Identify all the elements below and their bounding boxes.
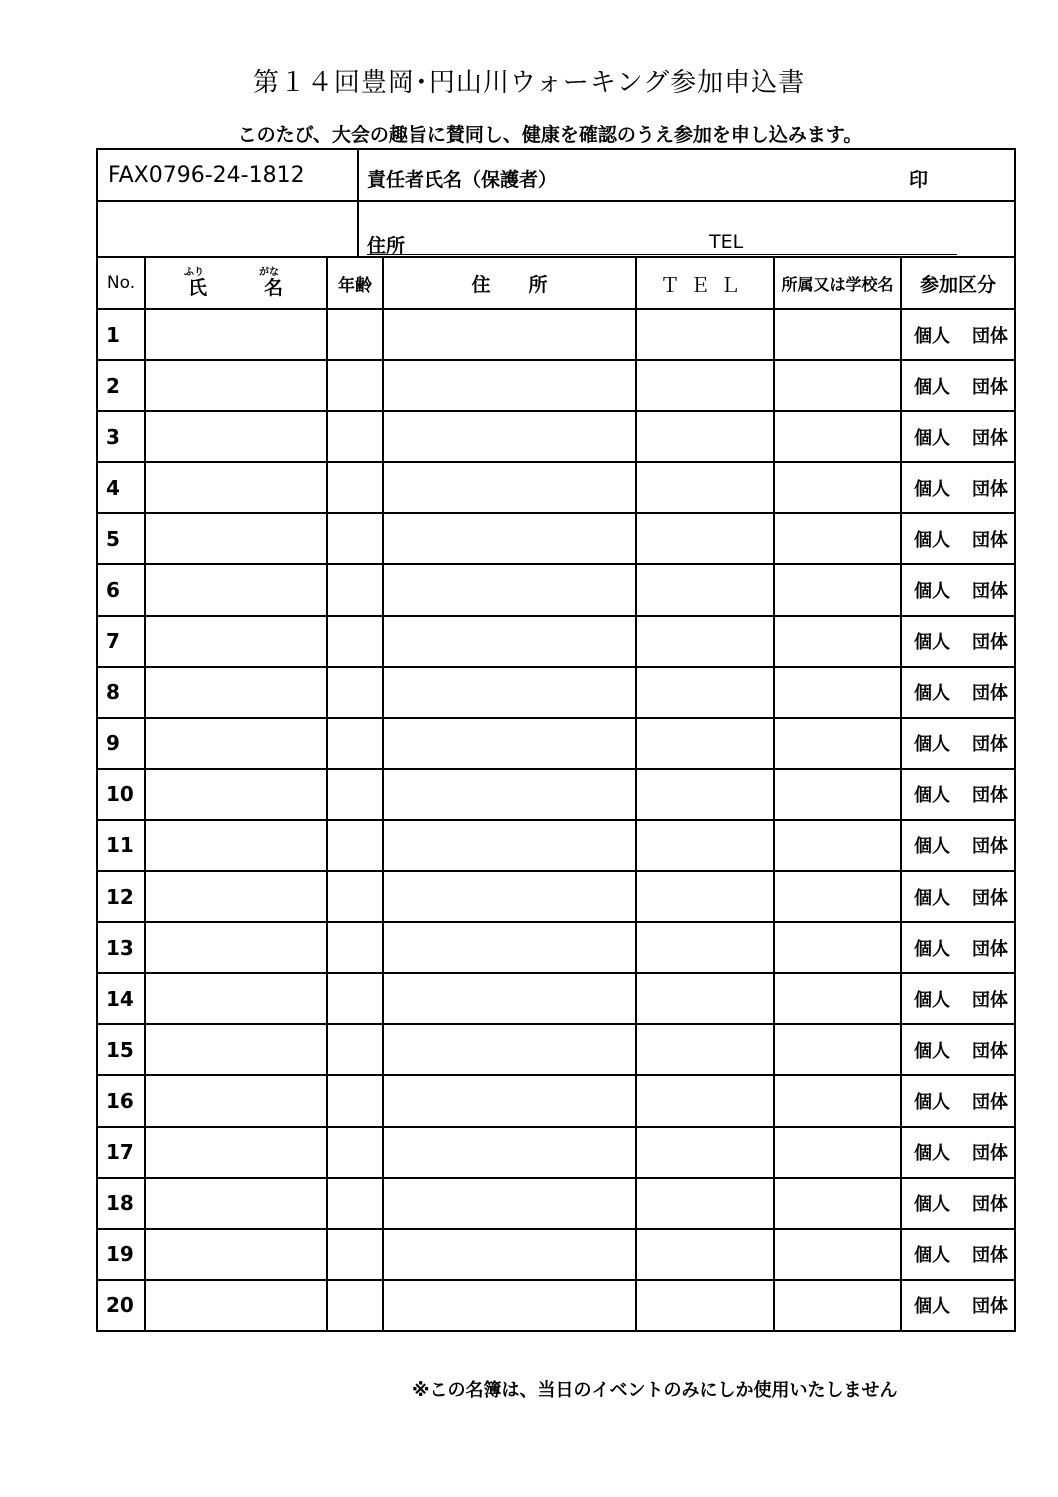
category-cell — [901, 1178, 1015, 1229]
seal-mark: 印 — [909, 169, 929, 191]
category-individual-option[interactable]: 個人 — [914, 734, 951, 756]
tel-cell[interactable] — [636, 1280, 774, 1331]
row-number: 15 — [97, 1024, 145, 1075]
column-header-row — [97, 257, 1015, 309]
name-cell[interactable] — [145, 1024, 327, 1075]
name-cell[interactable] — [145, 667, 327, 718]
tel-cell[interactable] — [636, 1024, 774, 1075]
row-number: 12 — [97, 871, 145, 922]
category-individual-option[interactable]: 個人 — [914, 1143, 951, 1165]
tel-cell[interactable] — [636, 309, 774, 360]
category-cell — [901, 564, 1015, 615]
name-cell[interactable] — [145, 769, 327, 820]
address-cell[interactable] — [383, 1229, 636, 1280]
participant-row — [97, 616, 1015, 667]
address-cell[interactable] — [383, 309, 636, 360]
name-cell[interactable] — [145, 1280, 327, 1331]
application-form — [96, 148, 1016, 1332]
affiliation-cell[interactable] — [774, 1280, 901, 1331]
address-cell[interactable] — [383, 1024, 636, 1075]
address-cell[interactable] — [383, 973, 636, 1024]
category-cell — [901, 1075, 1015, 1126]
row-number: 5 — [97, 513, 145, 564]
category-cell — [901, 513, 1015, 564]
category-group-option[interactable]: 団体 — [972, 325, 1009, 347]
category-group-option[interactable]: 団体 — [972, 427, 1009, 449]
furigana-label-1: ふり — [184, 267, 204, 278]
category-individual-option[interactable]: 個人 — [914, 1296, 951, 1318]
category-group-option[interactable]: 団体 — [972, 478, 1009, 500]
row-number: 8 — [97, 667, 145, 718]
affiliation-cell[interactable] — [774, 667, 901, 718]
address-cell[interactable] — [383, 513, 636, 564]
address-underline — [367, 254, 957, 255]
category-group-option[interactable]: 団体 — [972, 734, 1009, 756]
row-number: 7 — [97, 616, 145, 667]
age-cell[interactable] — [327, 1229, 383, 1280]
affiliation-cell[interactable] — [774, 922, 901, 973]
affiliation-cell[interactable] — [774, 513, 901, 564]
address-cell[interactable] — [383, 411, 636, 462]
age-cell[interactable] — [327, 1280, 383, 1331]
participant-row — [97, 1280, 1015, 1331]
category-group-option[interactable]: 団体 — [972, 1091, 1009, 1113]
name-cell[interactable] — [145, 1178, 327, 1229]
age-cell[interactable] — [327, 1024, 383, 1075]
col-address: 住 所 — [383, 257, 636, 309]
category-individual-option[interactable]: 個人 — [914, 1194, 951, 1216]
fax-number: FAX0796-24-1812 — [97, 149, 358, 201]
participant-row — [97, 411, 1015, 462]
age-cell[interactable] — [327, 1178, 383, 1229]
category-cell — [901, 360, 1015, 411]
category-individual-option[interactable]: 個人 — [914, 887, 951, 909]
name-cell[interactable] — [145, 718, 327, 769]
category-cell — [901, 820, 1015, 871]
participant-row — [97, 820, 1015, 871]
category-group-option[interactable]: 団体 — [972, 989, 1009, 1011]
participant-row — [97, 1024, 1015, 1075]
name-cell[interactable] — [145, 564, 327, 615]
age-cell[interactable] — [327, 718, 383, 769]
category-group-option[interactable]: 団体 — [972, 938, 1009, 960]
category-cell — [901, 1127, 1015, 1178]
age-cell[interactable] — [327, 564, 383, 615]
category-group-option[interactable]: 団体 — [972, 887, 1009, 909]
category-individual-option[interactable]: 個人 — [914, 581, 951, 603]
name-cell[interactable] — [145, 820, 327, 871]
affiliation-cell[interactable] — [774, 718, 901, 769]
age-cell[interactable] — [327, 1075, 383, 1126]
row-number: 6 — [97, 564, 145, 615]
address-cell[interactable] — [383, 1178, 636, 1229]
tel-cell[interactable] — [636, 667, 774, 718]
category-individual-option[interactable]: 個人 — [914, 989, 951, 1011]
participant-row — [97, 769, 1015, 820]
col-no: No. — [97, 257, 145, 309]
category-group-option[interactable]: 団体 — [972, 785, 1009, 807]
participant-row — [97, 1075, 1015, 1126]
category-individual-option[interactable]: 個人 — [914, 938, 951, 960]
affiliation-cell[interactable] — [774, 1178, 901, 1229]
category-group-option[interactable]: 団体 — [972, 1143, 1009, 1165]
category-individual-option[interactable]: 個人 — [914, 836, 951, 858]
tel-cell[interactable] — [636, 973, 774, 1024]
row-number: 11 — [97, 820, 145, 871]
row-number: 16 — [97, 1075, 145, 1126]
address-cell[interactable] — [383, 1127, 636, 1178]
affiliation-cell[interactable] — [774, 616, 901, 667]
name-cell[interactable] — [145, 513, 327, 564]
age-cell[interactable] — [327, 667, 383, 718]
address-cell[interactable] — [383, 564, 636, 615]
col-name-part-1: 氏 — [188, 277, 208, 299]
participant-row — [97, 667, 1015, 718]
affiliation-cell[interactable] — [774, 360, 901, 411]
tel-cell[interactable] — [636, 922, 774, 973]
category-individual-option[interactable]: 個人 — [914, 427, 951, 449]
row-number: 19 — [97, 1229, 145, 1280]
tel-cell[interactable] — [636, 411, 774, 462]
affiliation-cell[interactable] — [774, 820, 901, 871]
age-cell[interactable] — [327, 462, 383, 513]
participant-row — [97, 871, 1015, 922]
affiliation-cell[interactable] — [774, 1127, 901, 1178]
address-cell[interactable] — [383, 667, 636, 718]
col-tel: ＴＥＬ — [636, 257, 774, 309]
age-cell[interactable] — [327, 922, 383, 973]
tel-cell[interactable] — [636, 820, 774, 871]
category-cell — [901, 922, 1015, 973]
category-individual-option[interactable]: 個人 — [914, 683, 951, 705]
category-group-option[interactable]: 団体 — [972, 376, 1009, 398]
guardian-address-field[interactable] — [358, 201, 1015, 257]
tel-cell[interactable] — [636, 462, 774, 513]
guardian-address-label: 住所 — [367, 235, 406, 257]
age-cell[interactable] — [327, 1127, 383, 1178]
category-cell — [901, 1229, 1015, 1280]
col-age: 年齢 — [327, 257, 383, 309]
category-individual-option[interactable]: 個人 — [914, 1040, 951, 1062]
participant-row — [97, 1178, 1015, 1229]
participant-row — [97, 718, 1015, 769]
age-cell[interactable] — [327, 513, 383, 564]
address-cell[interactable] — [383, 1075, 636, 1126]
privacy-note: ※この名簿は、当日のイベントのみにしか使用いたしません — [412, 1380, 898, 1401]
category-cell — [901, 667, 1015, 718]
tel-cell[interactable] — [636, 1075, 774, 1126]
category-individual-option[interactable]: 個人 — [914, 325, 951, 347]
category-cell — [901, 1024, 1015, 1075]
col-affiliation: 所属又は学校名 — [774, 257, 901, 309]
participant-row — [97, 1229, 1015, 1280]
category-individual-option[interactable]: 個人 — [914, 632, 951, 654]
tel-cell[interactable] — [636, 513, 774, 564]
category-cell — [901, 718, 1015, 769]
furigana-label-2: がな — [259, 267, 279, 278]
address-cell[interactable] — [383, 922, 636, 973]
page-subtitle: このたび、大会の趣旨に賛同し、健康を確認のうえ参加を申し込みます。 — [237, 124, 863, 146]
category-individual-option[interactable]: 個人 — [914, 785, 951, 807]
row-number: 9 — [97, 718, 145, 769]
age-cell[interactable] — [327, 616, 383, 667]
affiliation-cell[interactable] — [774, 769, 901, 820]
category-individual-option[interactable]: 個人 — [914, 478, 951, 500]
affiliation-cell[interactable] — [774, 564, 901, 615]
row-number: 4 — [97, 462, 145, 513]
affiliation-cell[interactable] — [774, 411, 901, 462]
row-number: 2 — [97, 360, 145, 411]
tel-cell[interactable] — [636, 1178, 774, 1229]
name-cell[interactable] — [145, 1229, 327, 1280]
affiliation-cell[interactable] — [774, 871, 901, 922]
age-cell[interactable] — [327, 871, 383, 922]
category-group-option[interactable]: 団体 — [972, 683, 1009, 705]
category-group-option[interactable]: 団体 — [972, 1296, 1009, 1318]
category-cell — [901, 973, 1015, 1024]
name-cell[interactable] — [145, 871, 327, 922]
affiliation-cell[interactable] — [774, 462, 901, 513]
category-cell — [901, 616, 1015, 667]
category-group-option[interactable]: 団体 — [972, 836, 1009, 858]
age-cell[interactable] — [327, 973, 383, 1024]
name-cell[interactable] — [145, 616, 327, 667]
row-number: 1 — [97, 309, 145, 360]
category-group-option[interactable]: 団体 — [972, 632, 1009, 654]
address-cell[interactable] — [383, 616, 636, 667]
participant-row — [97, 360, 1015, 411]
name-cell[interactable] — [145, 360, 327, 411]
responsible-person-field[interactable] — [358, 149, 1015, 201]
row-number: 13 — [97, 922, 145, 973]
name-cell[interactable] — [145, 462, 327, 513]
address-cell[interactable] — [383, 360, 636, 411]
row-number: 3 — [97, 411, 145, 462]
col-name — [145, 257, 327, 309]
age-cell[interactable] — [327, 309, 383, 360]
category-cell — [901, 871, 1015, 922]
tel-cell[interactable] — [636, 718, 774, 769]
name-cell[interactable] — [145, 411, 327, 462]
age-cell[interactable] — [327, 360, 383, 411]
category-individual-option[interactable]: 個人 — [914, 1091, 951, 1113]
row-number: 20 — [97, 1280, 145, 1331]
tel-cell[interactable] — [636, 564, 774, 615]
row-number: 17 — [97, 1127, 145, 1178]
category-individual-option[interactable]: 個人 — [914, 1245, 951, 1267]
row-number: 10 — [97, 769, 145, 820]
category-cell — [901, 462, 1015, 513]
col-category: 参加区分 — [901, 257, 1015, 309]
category-cell — [901, 769, 1015, 820]
age-cell[interactable] — [327, 411, 383, 462]
address-cell[interactable] — [383, 820, 636, 871]
tel-cell[interactable] — [636, 769, 774, 820]
name-cell[interactable] — [145, 1075, 327, 1126]
row-number: 14 — [97, 973, 145, 1024]
category-group-option[interactable]: 団体 — [972, 529, 1009, 551]
name-cell[interactable] — [145, 1127, 327, 1178]
category-group-option[interactable]: 団体 — [972, 1040, 1009, 1062]
age-cell[interactable] — [327, 769, 383, 820]
affiliation-cell[interactable] — [774, 1075, 901, 1126]
address-cell[interactable] — [383, 1280, 636, 1331]
guardian-tel-label: TEL — [709, 231, 744, 253]
affiliation-cell[interactable] — [774, 973, 901, 1024]
col-name-part-2: 名 — [264, 277, 284, 299]
category-group-option[interactable]: 団体 — [972, 1245, 1009, 1267]
category-group-option[interactable]: 団体 — [972, 581, 1009, 603]
category-group-option[interactable]: 団体 — [972, 1194, 1009, 1216]
participant-row — [97, 1127, 1015, 1178]
category-cell — [901, 309, 1015, 360]
name-cell[interactable] — [145, 922, 327, 973]
name-cell[interactable] — [145, 309, 327, 360]
address-cell[interactable] — [383, 769, 636, 820]
participant-row — [97, 462, 1015, 513]
category-individual-option[interactable]: 個人 — [914, 529, 951, 551]
age-cell[interactable] — [327, 820, 383, 871]
tel-cell[interactable] — [636, 616, 774, 667]
responsible-person-label: 責任者氏名（保護者） — [367, 169, 558, 191]
tel-cell[interactable] — [636, 871, 774, 922]
participant-row — [97, 973, 1015, 1024]
tel-cell[interactable] — [636, 1127, 774, 1178]
affiliation-cell[interactable] — [774, 1024, 901, 1075]
participant-row — [97, 564, 1015, 615]
row-number: 18 — [97, 1178, 145, 1229]
tel-cell[interactable] — [636, 360, 774, 411]
affiliation-cell[interactable] — [774, 1229, 901, 1280]
address-cell[interactable] — [383, 462, 636, 513]
affiliation-cell[interactable] — [774, 309, 901, 360]
category-cell — [901, 411, 1015, 462]
page-title: 第１４回豊岡･円山川ウォーキング参加申込書 — [252, 68, 806, 98]
category-cell — [901, 1280, 1015, 1331]
participant-row — [97, 922, 1015, 973]
category-individual-option[interactable]: 個人 — [914, 376, 951, 398]
tel-cell[interactable] — [636, 1229, 774, 1280]
address-cell[interactable] — [383, 718, 636, 769]
participant-row — [97, 513, 1015, 564]
participant-row — [97, 309, 1015, 360]
blank-header-cell — [97, 201, 358, 257]
name-cell[interactable] — [145, 973, 327, 1024]
address-cell[interactable] — [383, 871, 636, 922]
